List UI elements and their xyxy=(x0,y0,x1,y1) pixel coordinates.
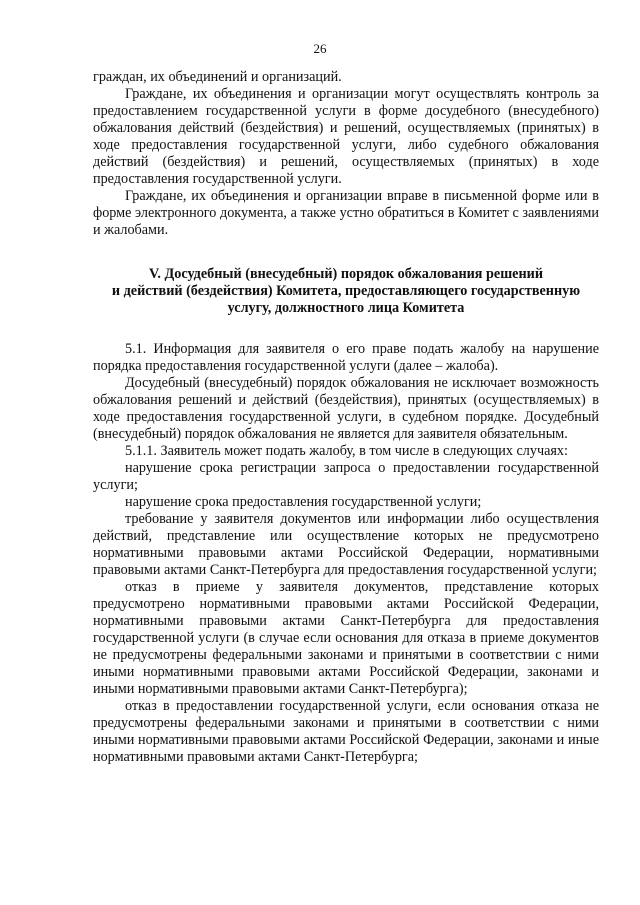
case-item: нарушение срока предоставления государственной услуги; xyxy=(125,494,482,510)
section-heading-line: услугу, должностного лица Комитета xyxy=(227,300,465,316)
paragraph-5-1: 5.1. Информация для заявителя о его праве подать жалобу на нарушение порядка предоставления государственной услуги (далее – жалоба). xyxy=(93,341,599,374)
case-item: требование у заявителя документов или информации либо осуществления действий, представление или осуществление которых не предусмотрено нормативными правовыми актами Российской Федерации, нормативными правовыми актами Санкт-Петербурга для предоставления государственной услуги; xyxy=(93,511,599,578)
section-heading xyxy=(93,266,599,317)
section-heading-line: и действий (бездействия) Комитета, предоставляющего государственную xyxy=(111,283,581,299)
paragraph-complaint-right: Граждане, их объединения и организации вправе в письменной форме или в форме электронного документа, а также устно обратиться в Комитет с заявлениями и жалобами. xyxy=(93,188,599,238)
case-item: нарушение срока регистрации запроса о предоставлении государственной услуги; xyxy=(93,460,599,493)
paragraph-control-forms: Граждане, их объединения и организации могут осуществлять контроль за предоставлением государственной услуги в форме досудебного (внесудебного) обжалования действий (бездействия) и решений, осуществляемых (принятых) в ходе предоставления государственной услуги, либо судебного обжалования действий (бездействия) и решений, осуществляемых (принятых) в ходе предоставления государственной услуги. xyxy=(93,86,599,187)
paragraph-intro-continuation: граждан, их объединений и организаций. xyxy=(93,69,342,85)
document-body xyxy=(93,69,599,766)
page-number: 26 xyxy=(313,41,327,56)
case-item: отказ в приеме у заявителя документов, представление которых предусмотрено нормативными правовыми актами Российской Федерации, нормативными правовыми актами Санкт-Петербурга для предоставления государственной услуги (в случае если основания для отказа в приеме документов не предусмотрены федеральными законами и принятыми в соответствии с ними иными нормативными правовыми актами Российской Федерации, законами и иными нормативными правовыми актами Санкт-Петербурга); xyxy=(93,579,599,697)
paragraph-5-1-1: 5.1.1. Заявитель может подать жалобу, в том числе в следующих случаях: xyxy=(125,443,568,459)
paragraph-pretrial-order: Досудебный (внесудебный) порядок обжалования не исключает возможность обжалования решений и действий (бездействия), принятых (осуществляемых) в ходе предоставления государственной услуги, в судебном порядке. Досудебный (внесудебный) порядок обжалования не является для заявителя обязательным. xyxy=(93,375,599,442)
section-heading-line: V. Досудебный (внесудебный) порядок обжалования решений xyxy=(149,266,543,282)
case-item: отказ в предоставлении государственной услуги, если основания отказа не предусмотрены федеральными законами и принятыми в соответствии с ними иными нормативными правовыми актами Российской Федерации, законами и иные нормативными правовыми актами Санкт-Петербурга; xyxy=(93,698,599,765)
